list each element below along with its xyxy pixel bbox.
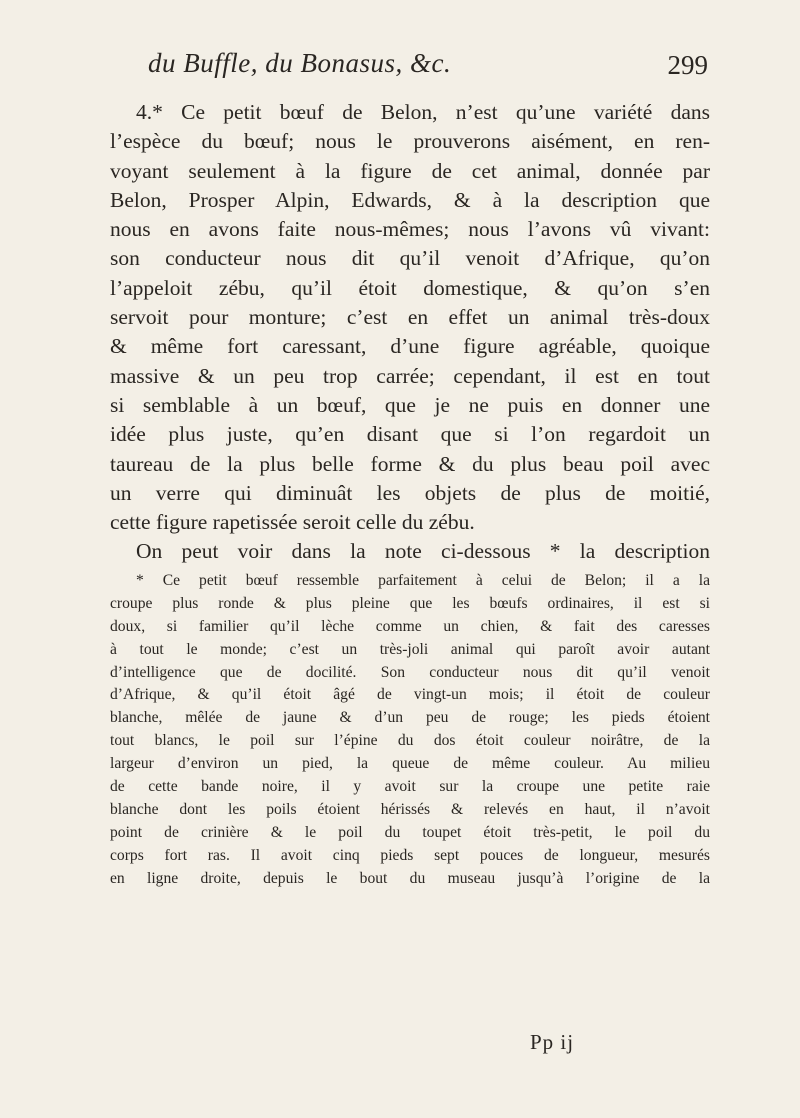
text-line: servoit pour monture; c’est en effet un animal très-doux (110, 305, 710, 330)
text-line: massive & un peu trop carrée; cependant, il est en tout (110, 363, 710, 388)
text-line: On peut voir dans la note ci-dessous * la description (136, 539, 710, 564)
text-line: nous en avons faite nous-mêmes; nous l’avons vû vivant: (110, 217, 710, 242)
text-line: taureau de la plus belle forme & du plus beau poil avec (110, 451, 710, 476)
footnote-line: blanche, mêlée de jaune & d’un peu de rouge; les pieds étoient (110, 709, 710, 727)
text-line: son conducteur nous dit qu’il venoit d’Afrique, qu’on (110, 246, 710, 271)
footnote-line: * Ce petit bœuf ressemble parfaitement à celui de Belon; il a la (136, 572, 710, 589)
main-paragraph (110, 98, 710, 567)
signature-mark: Pp ij (530, 1030, 575, 1054)
footnote-line: en ligne droite, depuis le bout du museau jusqu’à l’origine de la (110, 869, 710, 887)
text-line: cette figure rapetissée seroit celle du zébu. (110, 510, 475, 535)
footnote-line: d’Afrique, & qu’il étoit âgé de vingt-un mois; il étoit de couleur (110, 686, 710, 704)
footnote-line: de cette bande noire, il y avoit sur la croupe une petite raie (110, 778, 710, 796)
footnote-line: point de crinière & le poil du toupet étoit très-petit, le poil du (110, 823, 710, 841)
text-line: un verre qui diminuât les objets de plus de moitié, (110, 480, 710, 505)
running-title: du Buffle, du Bonasus, &c. (148, 48, 452, 78)
text-line: si semblable à un bœuf, que je ne puis en donner une (110, 392, 710, 417)
text-line: l’espèce du bœuf; nous le prouverons aisément, en ren- (110, 129, 710, 154)
footnote-line: d’intelligence que de docilité. Son conducteur nous dit qu’il venoit (110, 663, 710, 681)
text-line: idée plus juste, qu’en disant que si l’on regardoit un (110, 422, 710, 447)
footnote-line: largeur d’environ un pied, la queue de même couleur. Au milieu (110, 755, 710, 773)
text-line: Belon, Prosper Alpin, Edwards, & à la description que (110, 187, 710, 212)
footnote-line: à tout le monde; c’est un très-joli animal qui paroît avoir autant (110, 640, 710, 658)
footnote-line: corps fort ras. Il avoit cinq pieds sept pouces de longueur, mesurés (110, 846, 710, 864)
footnote-line: croupe plus ronde & plus pleine que les bœufs ordinaires, il est si (110, 594, 710, 612)
text-line: voyant seulement à la figure de cet animal, donnée par (110, 158, 710, 183)
footnote-line: blanche dont les poils étoient hérissés & relevés en haut, il n’avoit (110, 800, 710, 818)
text-line: 4.* Ce petit bœuf de Belon, n’est qu’une variété dans (136, 100, 710, 124)
text-line: & même fort caressant, d’une figure agréable, quoique (110, 334, 710, 359)
running-header (148, 48, 708, 88)
text-line: l’appeloit zébu, qu’il étoit domestique, & qu’on s’en (110, 275, 710, 300)
footnote-line: tout blancs, le poil sur l’épine du dos étoit couleur noirâtre, de la (110, 732, 710, 750)
footnote-line: doux, si familier qu’il lèche comme un chien, & fait des caresses (110, 617, 710, 635)
footnote (110, 570, 710, 890)
page-number: 299 (667, 50, 708, 80)
